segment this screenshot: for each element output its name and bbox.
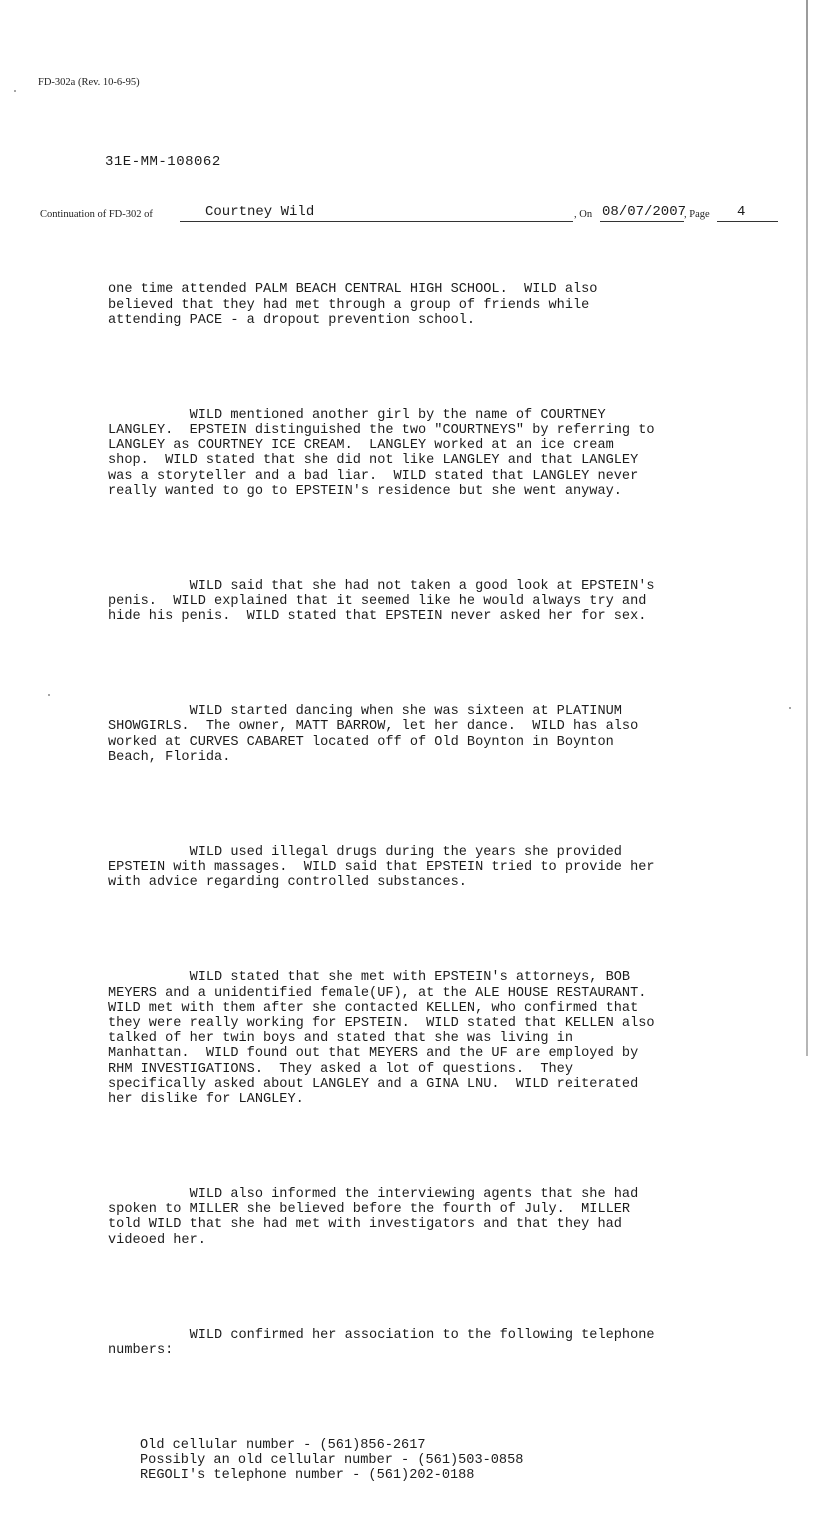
continuation-label: Continuation of FD-302 of (40, 209, 153, 220)
subject-name: Courtney Wild (205, 204, 315, 220)
paragraph: WILD confirmed her association to the following telephone numbers: (108, 1327, 655, 1358)
paragraph: WILD mentioned another girl by the name of COURTNEY LANGLEY. EPSTEIN distinguished the two "COURTNEYS" by referring to LANGLEY as COURTNEY ICE CREAM. LANGLEY worked at an ice cream shop. WILD stated that she did not like LANGLEY and that LANGLEY was a storyteller and a bad liar. WILD stated that LANGLEY never really wanted to go to EPSTEIN's residence but she went anyway. (108, 407, 655, 499)
scan-speck (14, 90, 16, 92)
page-label: , Page (684, 209, 710, 220)
phone-number-list (140, 1407, 788, 1513)
interview-body (108, 252, 788, 1514)
paragraph: WILD said that she had not taken a good look at EPSTEIN's penis. WILD explained that it seemed like he would always try and hide his penis. WILD stated that EPSTEIN never asked her for sex. (108, 578, 655, 625)
page-underline (717, 221, 778, 222)
paragraph: WILD used illegal drugs during the years she provided EPSTEIN with massages. WILD said that EPSTEIN tried to provide her with advice regarding controlled substances. (108, 844, 655, 891)
date-underline (600, 221, 684, 222)
subject-underline (180, 221, 573, 222)
page-number: 4 (737, 204, 746, 220)
form-id: FD-302a (Rev. 10-6-95) (38, 77, 140, 88)
on-label: , On (574, 209, 593, 220)
phone-line: Old cellular number - (561)856-2617 (140, 1437, 426, 1453)
phone-line: REGOLI's telephone number - (561)202-0188 (140, 1468, 475, 1484)
file-number: 31E-MM-108062 (105, 154, 221, 170)
scan-edge-line (806, 0, 808, 1056)
continuation-line (40, 200, 780, 224)
paragraph: WILD started dancing when she was sixteen at PLATINUM SHOWGIRLS. The owner, MATT BARROW, let her dance. WILD has also worked at CURVES CABARET located off of Old Boynton in Boynton Beach, Florida. (108, 704, 639, 765)
paragraph: one time attended PALM BEACH CENTRAL HIGH SCHOOL. WILD also believed that they had met through a group of friends while attending PACE - a dropout prevention school. (108, 282, 598, 328)
report-date: 08/07/2007 (602, 204, 687, 220)
scan-speck (48, 694, 50, 696)
paragraph: WILD stated that she met with EPSTEIN's attorneys, BOB MEYERS and a unidentified female(UF), at the ALE HOUSE RESTAURANT. WILD met with them after she contacted KELLEN, who confirmed that they were really working for EPSTEIN. WILD stated that KELLEN also talked of her twin boys and stated that she was living in Manhattan. WILD found out that MEYERS and the UF are employed by RHM INVESTIGATIONS. They asked a lot of questions. They specifically asked about LANGLEY and a GINA LNU. WILD reiterated her dislike for LANGLEY. (108, 970, 655, 1107)
phone-line: Possibly an old cellular number - (561)503-0858 (140, 1453, 524, 1469)
paragraph: WILD also informed the interviewing agents that she had spoken to MILLER she believed before the fourth of July. MILLER told WILD that she had met with investigators and that they had videoed her. (108, 1186, 639, 1248)
scan-speck (789, 707, 791, 709)
